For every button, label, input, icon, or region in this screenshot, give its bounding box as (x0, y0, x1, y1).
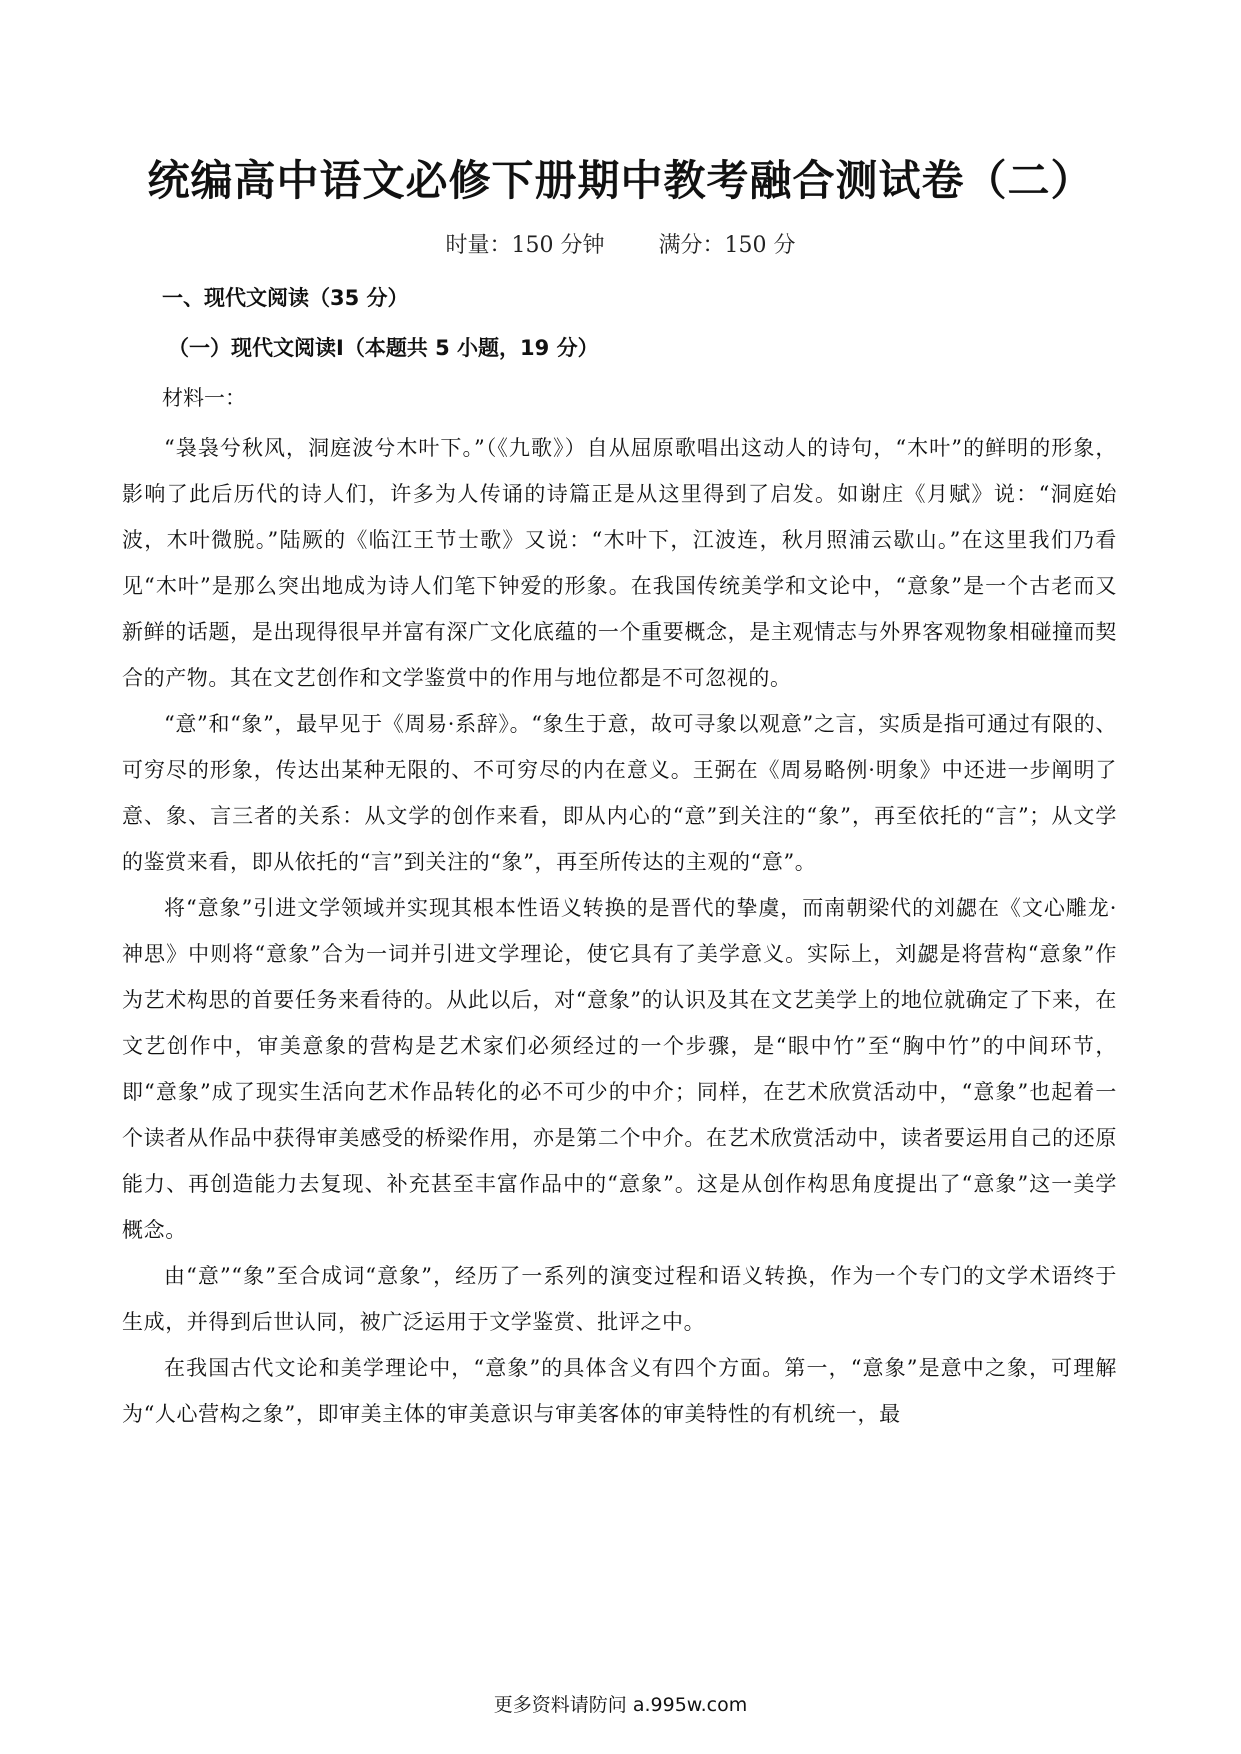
page-title: 统编高中语文必修下册期中教考融合测试卷（二） (147, 156, 1094, 205)
full-score: 满分：150 分 (658, 233, 796, 258)
footer-note: 更多资料请防问 a.995w.com (493, 1694, 748, 1716)
section-heading: 一、现代文阅读（35 分） (162, 286, 409, 310)
time-limit: 时量：150 分钟 (445, 233, 605, 258)
material-label: 材料一： (162, 386, 246, 410)
paragraph: “袅袅兮秋风，洞庭波兮木叶下。”（《九歌》）自从屈原歌唱出这动人的诗句，“木叶”的鲜明的形象，影响了此后历代的诗人们，许多为人传诵的诗篇正是从这里得到了启发。如谢庄《月赋》说：“洞庭始波，木叶微脱。”陆厥的《临江王节士歌》又说：“木叶下，江波连，秋月照浦云歇山。”在这里我们乃看见“木叶”是那么突出地成为诗人们笔下钟爱的形象。在我国传统美学和文论中，“意象”是一个古老而又新鲜的话题，是出现得很早并富有深广文化底蕴的一个重要概念，是主观情志与外界客观物象相碰撞而契合的产物。其在文艺创作和文学鉴赏中的作用与地位都是不可忽视的。 (122, 436, 1117, 690)
subsection-heading: （一）现代文阅读Ⅰ（本题共 5 小题，19 分） (168, 336, 599, 360)
exam-meta (0, 228, 1241, 259)
paragraph: 在我国古代文论和美学理论中，“意象”的具体含义有四个方面。第一，“意象”是意中之象，可理解为“人心营构之象”，即审美主体的审美意识与审美客体的审美特性的有机统一，最 (122, 1356, 1117, 1426)
paragraph: 由“意”“象”至合成词“意象”，经历了一系列的演变过程和语义转换，作为一个专门的文学术语终于生成，并得到后世认同，被广泛运用于文学鉴赏、批评之中。 (122, 1264, 1117, 1334)
reading-material (122, 425, 1117, 1437)
paragraph: 将“意象”引进文学领域并实现其根本性语义转换的是晋代的挚虞，而南朝梁代的刘勰在《文心雕龙·神思》中则将“意象”合为一词并引进文学理论，使它具有了美学意义。实际上，刘勰是将营构“意象”作为艺术构思的首要任务来看待的。从此以后，对“意象”的认识及其在文艺美学上的地位就确定了下来，在文艺创作中，审美意象的营构是艺术家们必须经过的一个步骤，是“眼中竹”至“胸中竹”的中间环节，即“意象”成了现实生活向艺术作品转化的必不可少的中介；同样，在艺术欣赏活动中，“意象”也起着一个读者从作品中获得审美感受的桥梁作用，亦是第二个中介。在艺术欣赏活动中，读者要运用自己的还原能力、再创造能力去复现、补充甚至丰富作品中的“意象”。这是从创作构思角度提出了“意象”这一美学概念。 (122, 896, 1117, 1242)
paragraph: “意”和“象”，最早见于《周易·系辞》。“象生于意，故可寻象以观意”之言，实质是指可通过有限的、可穷尽的形象，传达出某种无限的、不可穷尽的内在意义。王弼在《周易略例·明象》中还进一步阐明了意、象、言三者的关系：从文学的创作来看，即从内心的“意”到关注的“象”，再至依托的“言”；从文学的鉴赏来看，即从依托的“言”到关注的“象”，再至所传达的主观的“意”。 (122, 712, 1117, 874)
